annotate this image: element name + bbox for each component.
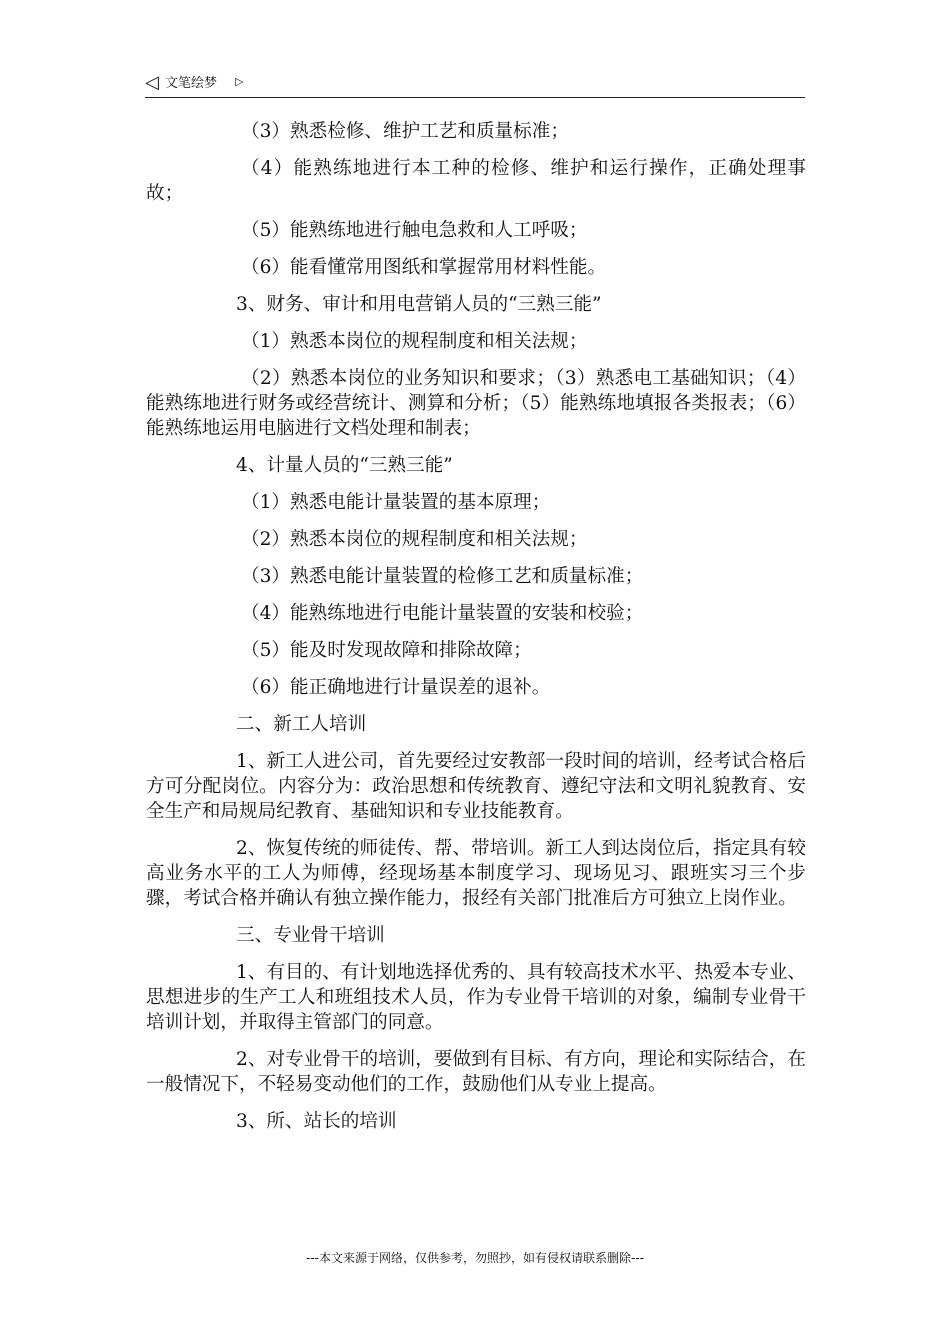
paragraph: 1、新工人进公司，首先要经过安教部一段时间的培训，经考试合格后方可分配岗位。内容分为：政治思想和传统教育、遵纪守法和文明礼貌教育、安全生产和局规局纪教育、基础知识和专业技能教育。 [146, 751, 806, 822]
paragraph: （3）熟悉电能计量装置的检修工艺和质量标准； [241, 566, 644, 587]
paragraph: 2、对专业骨干的培训，要做到有目标、有方向，理论和实际结合，在一般情况下，不轻易变动他们的工作，鼓励他们从专业上提高。 [146, 1049, 806, 1095]
paragraph: （5）能及时发现故障和排除故障； [241, 640, 532, 661]
paragraph: （6）能看懂常用图纸和掌握常用材料性能。 [241, 257, 607, 278]
paragraph: （1）熟悉电能计量装置的基本原理； [241, 492, 551, 513]
paragraph: （5）能熟练地进行触电急救和人工呼吸； [241, 220, 588, 241]
section-heading: 三、专业骨干培训 [236, 925, 385, 946]
paragraph: （3）熟悉检修、维护工艺和质量标准； [241, 121, 569, 142]
right-triangle-icon: ▷ [235, 75, 244, 88]
paragraph: （6）能正确地进行计量误差的退补。 [241, 677, 551, 698]
paragraph: 2、恢复传统的师徒传、帮、带培训。新工人到达岗位后，指定具有较高业务水平的工人为师傅，经现场基本制度学习、现场见习、跟班实习三个步骤，考试合格并确认有独立操作能力，报经有关部门批准后方可独立上岗作业。 [146, 838, 806, 909]
page-footer: ---本文来源于网络，仅供参考，勿照抄，如有侵权请联系删除--- [306, 1251, 644, 1265]
section-heading: 二、新工人培训 [236, 714, 367, 735]
paragraph: （2）熟悉本岗位的业务知识和要求；（3）熟悉电工基础知识；（4）能熟练地进行财务或经营统计、测算和分析；（5）能熟练地填报各类报表；（6）能熟练地运用电脑进行文档处理和制表； [146, 368, 806, 439]
document-body [146, 119, 806, 1134]
page-header [145, 72, 805, 98]
paragraph: （4）能熟练地进行电能计量装置的安装和校验； [241, 603, 644, 624]
section-heading: 4、计量人员的“三熟三能” [236, 455, 453, 476]
left-triangle-icon: ◁ [145, 72, 159, 93]
paragraph: （4）能熟练地进行本工种的检修、维护和运行操作，正确处理事故； [146, 158, 806, 204]
paragraph: 1、有目的、有计划地选择优秀的、具有较高技术水平、热爱本专业、思想进步的生产工人和班组技术人员，作为专业骨干培训的对象，编制专业骨干培训计划，并取得主管部门的同意。 [146, 962, 806, 1033]
section-heading: 3、财务、审计和用电营销人员的“三熟三能” [236, 294, 602, 315]
header-brand: 文笔绘梦 [165, 76, 218, 91]
section-heading: 3、所、站长的培训 [236, 1111, 397, 1132]
paragraph: （1）熟悉本岗位的规程制度和相关法规； [241, 331, 588, 352]
paragraph: （2）熟悉本岗位的规程制度和相关法规； [241, 529, 588, 550]
